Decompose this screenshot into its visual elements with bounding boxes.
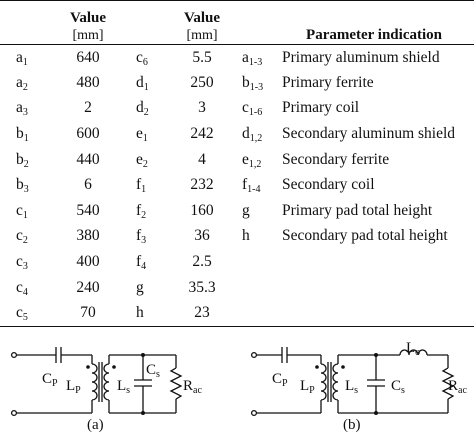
indication-symbol-cell <box>234 172 282 198</box>
label-letter: C <box>42 371 53 387</box>
symbol-cell <box>0 147 56 173</box>
symbol-cell <box>120 300 170 326</box>
symbol-letter: g <box>242 201 250 219</box>
symbol-letter: c <box>16 278 23 296</box>
label-rac <box>183 378 202 395</box>
value-cell: 600 <box>76 125 100 143</box>
symbol-subscript: 1,2 <box>248 158 262 170</box>
indication-cell: Primary coil <box>282 99 360 117</box>
value-cell: 240 <box>76 278 100 296</box>
symbol-letter: h <box>136 303 144 321</box>
secondary-inductor <box>104 364 109 400</box>
label-letter: L <box>66 378 76 394</box>
symbol-letter: b <box>16 125 24 143</box>
indication-cell <box>282 249 474 275</box>
symbol-cell <box>120 70 170 96</box>
value-cell: 440 <box>76 150 100 168</box>
primary-inductor <box>321 364 326 400</box>
label-letter: C <box>391 378 402 394</box>
header-symbol-1 <box>0 1 56 45</box>
symbol-letter: f <box>136 176 142 194</box>
label-subscript: P <box>52 378 58 389</box>
value-cell: 5.5 <box>192 48 212 66</box>
indication-symbol-cell <box>234 300 282 326</box>
symbol-subscript: 6 <box>142 56 148 68</box>
symbol-cell <box>120 121 170 147</box>
label-letter: L <box>345 378 355 394</box>
symbol-letter: e <box>136 150 143 168</box>
table-row <box>0 96 474 122</box>
value-cell: 2.5 <box>192 253 212 271</box>
indication-cell: Primary ferrite <box>282 73 374 91</box>
label-subscript: o <box>415 347 421 358</box>
primary-inductor <box>92 364 97 400</box>
label-letter: R <box>183 378 194 394</box>
header-indication: Parameter indication <box>234 1 474 45</box>
symbol-letter: f <box>136 227 142 245</box>
symbol-cell <box>120 147 170 173</box>
symbol-letter: b <box>16 176 24 194</box>
value-cell: 380 <box>76 227 100 245</box>
indication-cell: Primary aluminum shield <box>282 48 440 66</box>
symbol-letter: b <box>242 73 250 91</box>
symbol-letter: e <box>136 125 143 143</box>
label-letter: C <box>272 371 283 387</box>
symbol-subscript: 1-3 <box>248 56 263 68</box>
symbol-subscript: 2 <box>22 235 28 247</box>
indication-cell: Secondary ferrite <box>282 150 390 168</box>
symbol-subscript: 3 <box>23 184 29 196</box>
label-ls <box>345 378 358 395</box>
indication-cell: Primary pad total height <box>282 201 433 219</box>
symbol-letter: b <box>16 150 24 168</box>
label-subscript: P <box>282 378 288 389</box>
symbol-letter: f <box>136 201 142 219</box>
value-cell: 480 <box>76 73 100 91</box>
symbol-subscript: 4 <box>141 261 147 273</box>
symbol-subscript: 1-3 <box>249 81 264 93</box>
label-subscript: P <box>75 385 81 396</box>
symbol-cell <box>120 198 170 224</box>
indication-symbol-cell <box>234 45 282 71</box>
symbol-subscript: 1 <box>23 133 29 145</box>
label-letter: C <box>146 362 157 378</box>
symbol-subscript: 5 <box>22 311 28 323</box>
value-cell: 160 <box>190 201 214 219</box>
table-row <box>0 147 474 173</box>
symbol-cell <box>120 249 170 275</box>
header-value-1 <box>56 1 120 45</box>
symbol-subscript: 2 <box>142 158 148 170</box>
symbol-subscript: 2 <box>143 107 149 119</box>
label-subscript: ac <box>458 385 467 396</box>
table-row <box>0 70 474 96</box>
label-subscript: s <box>156 369 160 380</box>
value-cell: 23 <box>170 300 234 326</box>
symbol-letter: c <box>16 253 23 271</box>
symbol-letter: f <box>136 253 142 271</box>
symbol-cell <box>0 224 56 250</box>
symbol-cell <box>0 96 56 122</box>
header-value-label: Value <box>69 10 107 26</box>
label-cs <box>391 378 405 395</box>
label-letter: L <box>300 378 310 394</box>
table-body <box>0 45 474 327</box>
value-cell: 250 <box>190 73 214 91</box>
symbol-letter: c <box>136 48 143 66</box>
value-cell: 2 <box>84 99 92 117</box>
table-header-row <box>0 1 474 45</box>
indication-symbol-cell <box>234 121 282 147</box>
load-resistor <box>171 368 181 399</box>
value-cell: 540 <box>76 201 100 219</box>
symbol-cell <box>0 198 56 224</box>
symbol-cell <box>120 172 170 198</box>
indication-symbol-cell <box>234 70 282 96</box>
symbol-letter: c <box>16 303 23 321</box>
indication-cell <box>282 275 474 301</box>
symbol-cell <box>120 45 170 71</box>
symbol-letter: g <box>136 278 144 296</box>
label-subscript: s <box>126 385 131 396</box>
symbol-letter: d <box>136 99 144 117</box>
symbol-subscript: 1 <box>141 184 147 196</box>
symbol-cell <box>0 121 56 147</box>
symbol-subscript: 2 <box>23 158 29 170</box>
symbol-cell <box>120 224 170 250</box>
symbol-cell <box>120 275 170 301</box>
value-cell: 3 <box>198 99 206 117</box>
table-row <box>0 224 474 250</box>
symbol-cell <box>0 300 56 326</box>
indication-symbol-cell <box>234 249 282 275</box>
indication-symbol-cell <box>234 198 282 224</box>
terminal-node <box>252 353 257 358</box>
symbol-cell <box>0 249 56 275</box>
polarity-dot <box>86 365 90 369</box>
symbol-subscript: 1 <box>22 209 28 221</box>
terminal-node <box>12 353 17 358</box>
symbol-letter: a <box>16 48 23 66</box>
label-cp <box>272 371 288 388</box>
symbol-letter: f <box>242 176 248 194</box>
symbol-subscript: 1 <box>22 56 28 68</box>
symbol-subscript: 1-4 <box>247 184 261 196</box>
value-cell: 400 <box>76 253 100 271</box>
table-row <box>0 172 474 198</box>
symbol-subscript: 1,2 <box>249 133 263 145</box>
symbol-cell <box>0 70 56 96</box>
label-lp <box>300 378 315 395</box>
symbol-letter: a <box>16 99 23 117</box>
symbol-letter: d <box>136 73 144 91</box>
value-cell: 640 <box>76 48 100 66</box>
symbol-cell <box>0 45 56 71</box>
table-row <box>0 249 474 275</box>
label-lp <box>66 378 81 395</box>
label-lo <box>406 340 420 357</box>
indication-cell: Secondary pad total height <box>282 227 448 245</box>
value-cell: 4 <box>198 150 206 168</box>
label-letter: L <box>117 378 127 394</box>
table-row <box>0 45 474 71</box>
symbol-letter: c <box>16 227 23 245</box>
label-letter: L <box>406 340 416 356</box>
label-subscript: P <box>309 385 315 396</box>
symbol-cell <box>0 172 56 198</box>
symbol-cell <box>120 96 170 122</box>
header-unit-label: [mm] <box>72 28 104 43</box>
label-subscript: s <box>401 385 405 396</box>
indication-symbol-cell <box>234 275 282 301</box>
secondary-inductor <box>333 364 338 400</box>
header-symbol-2 <box>120 1 170 45</box>
value-cell: 232 <box>190 176 214 194</box>
symbol-letter: a <box>242 48 249 66</box>
header-value-2 <box>170 1 234 45</box>
symbol-letter: h <box>242 227 250 245</box>
label-ls <box>117 378 130 395</box>
indication-cell: Secondary aluminum shield <box>282 125 456 143</box>
indication-symbol-cell <box>234 96 282 122</box>
header-value-label: Value <box>183 10 221 26</box>
symbol-subscript: 4 <box>22 286 28 298</box>
label-letter: R <box>448 378 459 394</box>
value-cell: 242 <box>190 125 214 143</box>
table-row <box>0 275 474 301</box>
label-subscript: ac <box>193 385 202 396</box>
symbol-subscript: 1-6 <box>248 107 263 119</box>
symbol-letter: d <box>242 125 250 143</box>
indication-cell: Secondary coil <box>282 176 375 194</box>
symbol-subscript: 3 <box>141 235 147 247</box>
symbol-letter: c <box>16 201 23 219</box>
table-row <box>0 121 474 147</box>
caption-a: (a) <box>87 417 104 433</box>
label-cs <box>146 362 160 379</box>
label-rac <box>448 378 467 395</box>
label-cp <box>42 371 58 388</box>
caption-b: (b) <box>343 417 361 433</box>
value-cell: 70 <box>56 300 120 326</box>
label-subscript: s <box>354 385 359 396</box>
value-cell: 35.3 <box>188 278 216 296</box>
terminal-node <box>252 411 257 416</box>
indication-symbol-cell <box>234 224 282 250</box>
symbol-subscript: 2 <box>22 81 28 93</box>
table-row <box>0 300 474 326</box>
symbol-subscript: 3 <box>22 107 28 119</box>
symbol-subscript: 2 <box>141 209 147 221</box>
symbol-letter: e <box>242 150 249 168</box>
symbol-subscript: 1 <box>143 81 149 93</box>
symbol-subscript: 3 <box>22 261 28 273</box>
symbol-letter: c <box>242 99 249 117</box>
indication-symbol-cell <box>234 147 282 173</box>
value-cell: 36 <box>194 227 210 245</box>
table-row <box>0 198 474 224</box>
polarity-dot <box>315 365 319 369</box>
symbol-letter: a <box>16 73 23 91</box>
header-unit-label: [mm] <box>186 28 218 43</box>
indication-cell <box>282 300 474 326</box>
polarity-dot <box>341 365 345 369</box>
terminal-node <box>12 411 17 416</box>
value-cell: 6 <box>84 176 92 194</box>
symbol-cell <box>0 275 56 301</box>
symbol-subscript: 1 <box>142 133 148 145</box>
polarity-dot <box>112 365 116 369</box>
